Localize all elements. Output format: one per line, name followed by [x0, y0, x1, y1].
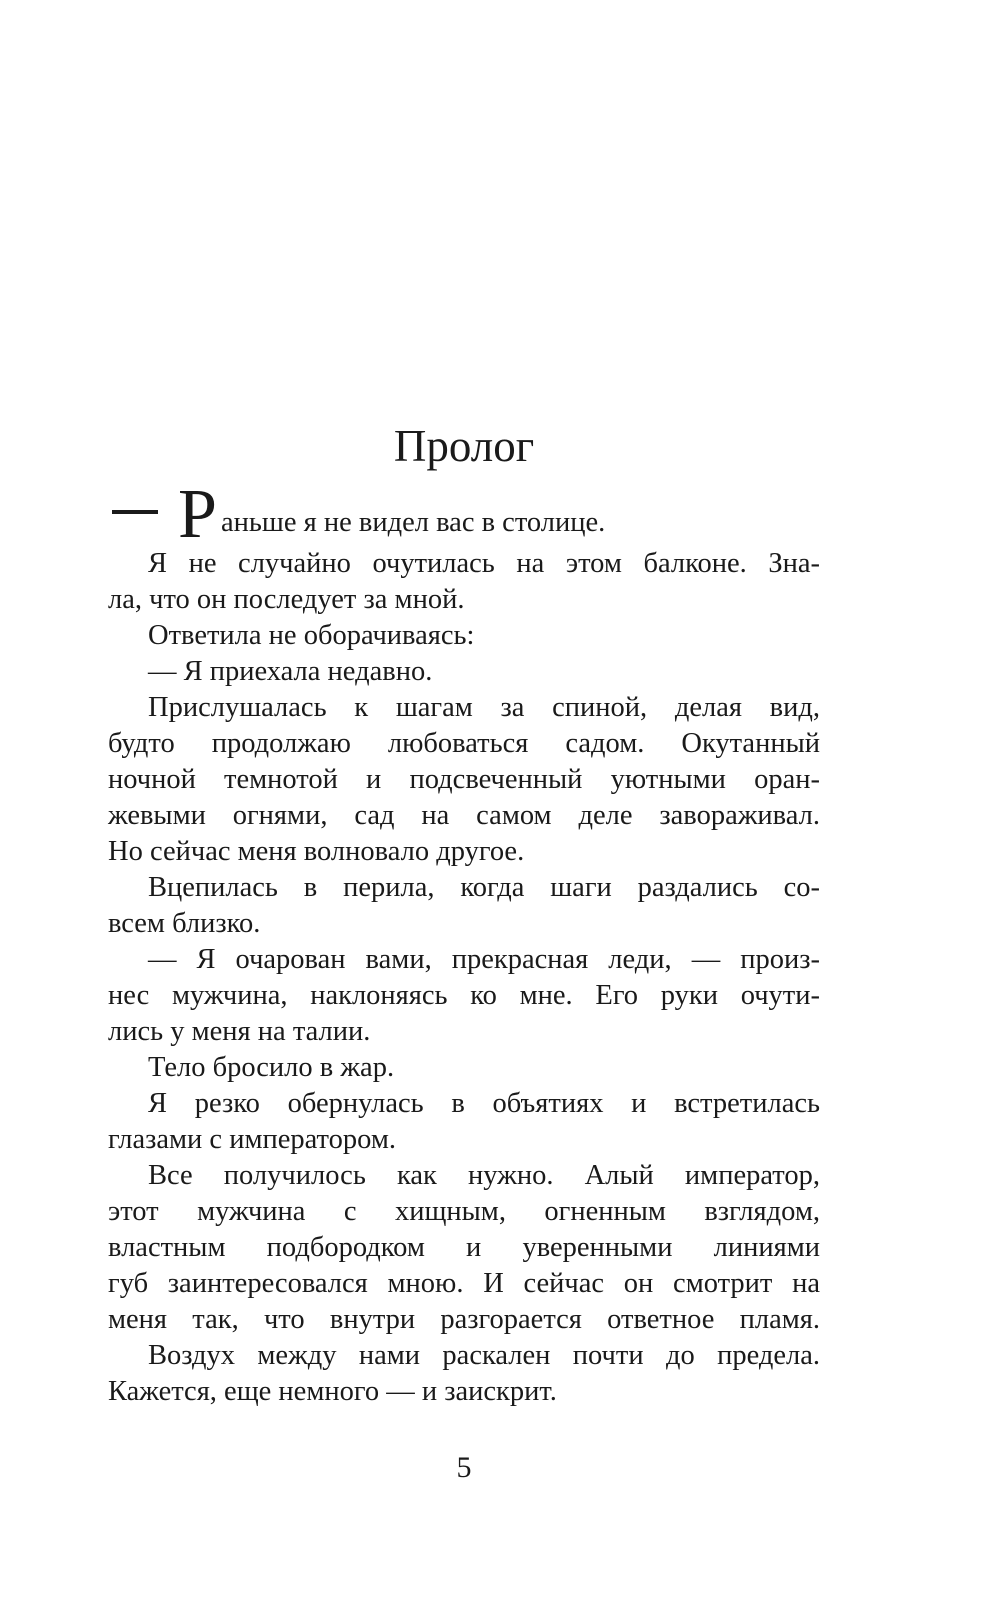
text-line: — Я приехала недавно. — [148, 656, 433, 687]
opening-dash — [112, 510, 158, 514]
text-line: Тело бросило в жар. — [148, 1052, 395, 1083]
page-number: 5 — [456, 1451, 472, 1484]
text-line: Я резко обернулась в объятиях и встретилась — [148, 1088, 820, 1119]
text-line: Я не случайно очутилась на этом балконе. Зна- — [148, 548, 820, 579]
opening-text: аньше я не видел вас в столице. — [221, 507, 606, 538]
text-line: Все получилось как нужно. Алый император, — [148, 1160, 820, 1191]
text-line: этот мужчина с хищным, огненным взглядом, — [108, 1196, 820, 1227]
text-line: нес мужчина, наклоняясь ко мне. Его руки очути- — [108, 980, 820, 1011]
text-line: всем близко. — [108, 908, 261, 939]
chapter-title: Пролог — [393, 421, 535, 471]
text-line: властным подбородком и уверенными линиями — [108, 1232, 820, 1263]
text-line: Но сейчас меня волновало другое. — [108, 836, 525, 867]
text-line: Воздух между нами раскален почти до предела. — [148, 1340, 820, 1371]
text-line: Вцепилась в перила, когда шаги раздались со- — [148, 872, 820, 903]
text-line: лись у меня на талии. — [108, 1016, 371, 1047]
body-text — [108, 546, 820, 1410]
text-line: Кажется, еще немного — и заискрит. — [108, 1376, 557, 1407]
text-line: Прислушалась к шагам за спиной, делая вид, — [148, 692, 820, 723]
drop-cap: Р — [178, 476, 217, 553]
text-line: ночной темнотой и подсвеченный уютными оран- — [108, 764, 820, 795]
text-line: — Я очарован вами, прекрасная леди, — произ- — [148, 944, 820, 975]
text-line: меня так, что внутри разгорается ответное пламя. — [108, 1304, 820, 1335]
book-page — [108, 0, 820, 1616]
text-line: губ заинтересовался мною. И сейчас он смотрит на — [108, 1268, 820, 1299]
text-line: глазами с императором. — [108, 1124, 397, 1155]
text-line: Ответила не оборачиваясь: — [148, 620, 475, 651]
opening-line — [108, 476, 820, 553]
text-line: ла, что он последует за мной. — [108, 584, 465, 615]
text-line: будто продолжаю любоваться садом. Окутанный — [108, 728, 820, 759]
text-line: жевыми огнями, сад на самом деле завораживал. — [108, 800, 820, 831]
